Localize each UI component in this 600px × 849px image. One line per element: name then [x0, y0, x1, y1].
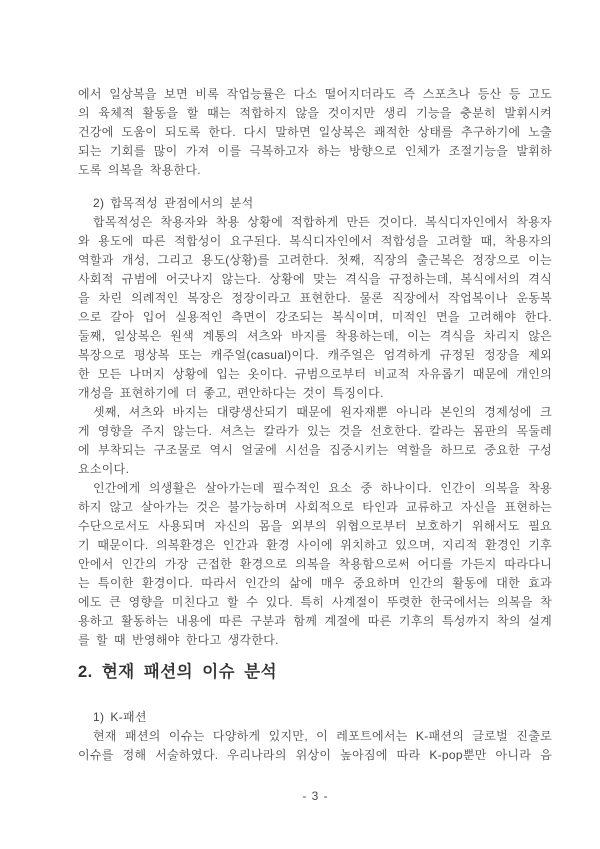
text-line: 게 영향을 주지 않는다. 셔츠는 칼라가 있는 것을 선호한다. 칼라는 몸판의 목둘레	[78, 424, 552, 438]
text-line: 도록 의복을 착용한다.	[78, 163, 201, 177]
text-line: 셋째, 셔츠와 바지는 대량생산되기 때문에 원자재뿐 아니라 본인의 경제성에 크	[93, 405, 552, 419]
text-line: 에서 일상복을 보면 비록 작업능률은 다소 떨어지더라도 즉 스포츠나 등산 등 고도	[78, 87, 552, 101]
text-line: 용하고 활동하는 내용에 따른 구분과 함께 계절에 따른 기후의 특성까지 착의 설계	[78, 614, 552, 628]
subsection-label: 2) 합목적성 관점에서의 분석	[93, 196, 254, 210]
text-line: 를 할 때 반영해야 한다고 생각한다.	[78, 633, 279, 647]
text-line: 요소이다.	[78, 462, 130, 476]
text-line: 둘째, 일상복은 원색 계통의 셔츠와 바지를 착용하는데, 이는 격식을 차리지 않은	[78, 329, 552, 343]
text-line: 하지 않고 살아가는 것은 불가능하며 사회적으로 타인과 교류하고 자신을 표현하는	[78, 500, 552, 514]
text-line: 합목적성은 착용자와 착용 상황에 적합하게 만든 것이다. 복식디자인에서 착용자	[93, 215, 552, 229]
paragraph	[78, 403, 552, 479]
text-line: 건강에 도움이 되도록 한다. 다시 말하면 일상복은 쾌적한 상태를 추구하기에 노출	[78, 125, 552, 139]
document-body	[78, 85, 552, 765]
text-line: 되는 기회를 많이 가져 이를 극복하고자 하는 방향으로 인체가 조절기능을 발휘하	[78, 144, 552, 158]
text-line: 와 용도에 따른 적합성이 요구된다. 복식디자인에서 적합성을 고려할 때, 착용자의	[78, 234, 552, 248]
text-line: 으로 갈아 입어 실용적인 측면이 강조되는 복식이며, 미적인 면을 고려해야 한다.	[78, 310, 552, 324]
text-line: 기 때문이다. 의복환경은 인간과 환경 사이에 위치하고 있으며, 지리적 환경인 기후	[78, 538, 552, 552]
subsection-label: 1) K-패션	[93, 710, 147, 724]
text-line: 현재 패션의 이슈는 다양하게 있지만, 이 레포트에서는 K-패션의 글로벌 진출로	[93, 729, 552, 743]
text-line: 인간에게 의생활은 살아가는데 필수적인 요소 중 하나이다. 인간이 의복을 착용	[93, 481, 552, 495]
text-line: 수단으로서도 사용되며 자신의 몸을 외부의 위협으로부터 보호하기 위해서도 필요	[78, 519, 552, 533]
paragraph	[78, 213, 552, 403]
text-line: 안에서 인간의 가장 근접한 환경으로 의복을 착용함으로써 어디를 가든지 따라다니	[78, 557, 552, 571]
text-line: 이슈를 정해 서술하였다. 우리나라의 위상이 높아짐에 따라 K-pop뿐만 아니라 음	[78, 748, 552, 762]
text-line: 사회적 규범에 어긋나지 않는다. 상황에 맞는 격식을 규정하는데, 복식에서의 격식	[78, 272, 552, 286]
text-line: 의 육체적 활동을 할 때는 적합하지 않을 것이지만 생리 기능을 충분히 발휘시켜	[78, 106, 552, 120]
text-line: 는 특이한 환경이다. 따라서 인간의 삶에 매우 중요하며 인간의 활동에 대한 효과	[78, 576, 552, 590]
text-line: 에 부착되는 구조물로 역시 얼굴에 시선을 집중시키는 역할을 하므로 중요한 구성	[78, 443, 552, 457]
text-line: 역할과 개성, 그리고 용도(상황)를 고려한다. 첫째, 직장의 출근복은 정장으로 이는	[78, 253, 552, 267]
text-line: 에도 큰 영향을 미친다고 할 수 있다. 특히 사계절이 뚜렷한 한국에서는 의복을 착	[78, 595, 552, 609]
spacer	[78, 180, 552, 194]
text-line: 개성을 표현하기에 더 좋고, 편안하다는 것이 특징이다.	[78, 386, 384, 400]
text-line: 을 차린 의례적인 복장은 정장이라고 표현한다. 물론 직장에서 작업복이나 운동복	[78, 291, 552, 305]
section-heading: 2. 현재 패션의 이슈 분석	[78, 663, 278, 681]
page-number: - 3 -	[302, 789, 328, 803]
spacer	[78, 684, 552, 708]
paragraph	[78, 727, 552, 765]
paragraph	[78, 479, 552, 650]
spacer	[78, 650, 552, 660]
text-line: 한 모든 나머지 상황에 입는 옷이다. 규범으로부터 비교적 자유롭기 때문에 개인의	[78, 367, 552, 381]
paragraph	[78, 85, 552, 180]
text-line: 복장으로 평상복 또는 캐주얼(casual)이다. 캐주얼은 엄격하게 규정된 정장을 제외	[78, 348, 552, 362]
